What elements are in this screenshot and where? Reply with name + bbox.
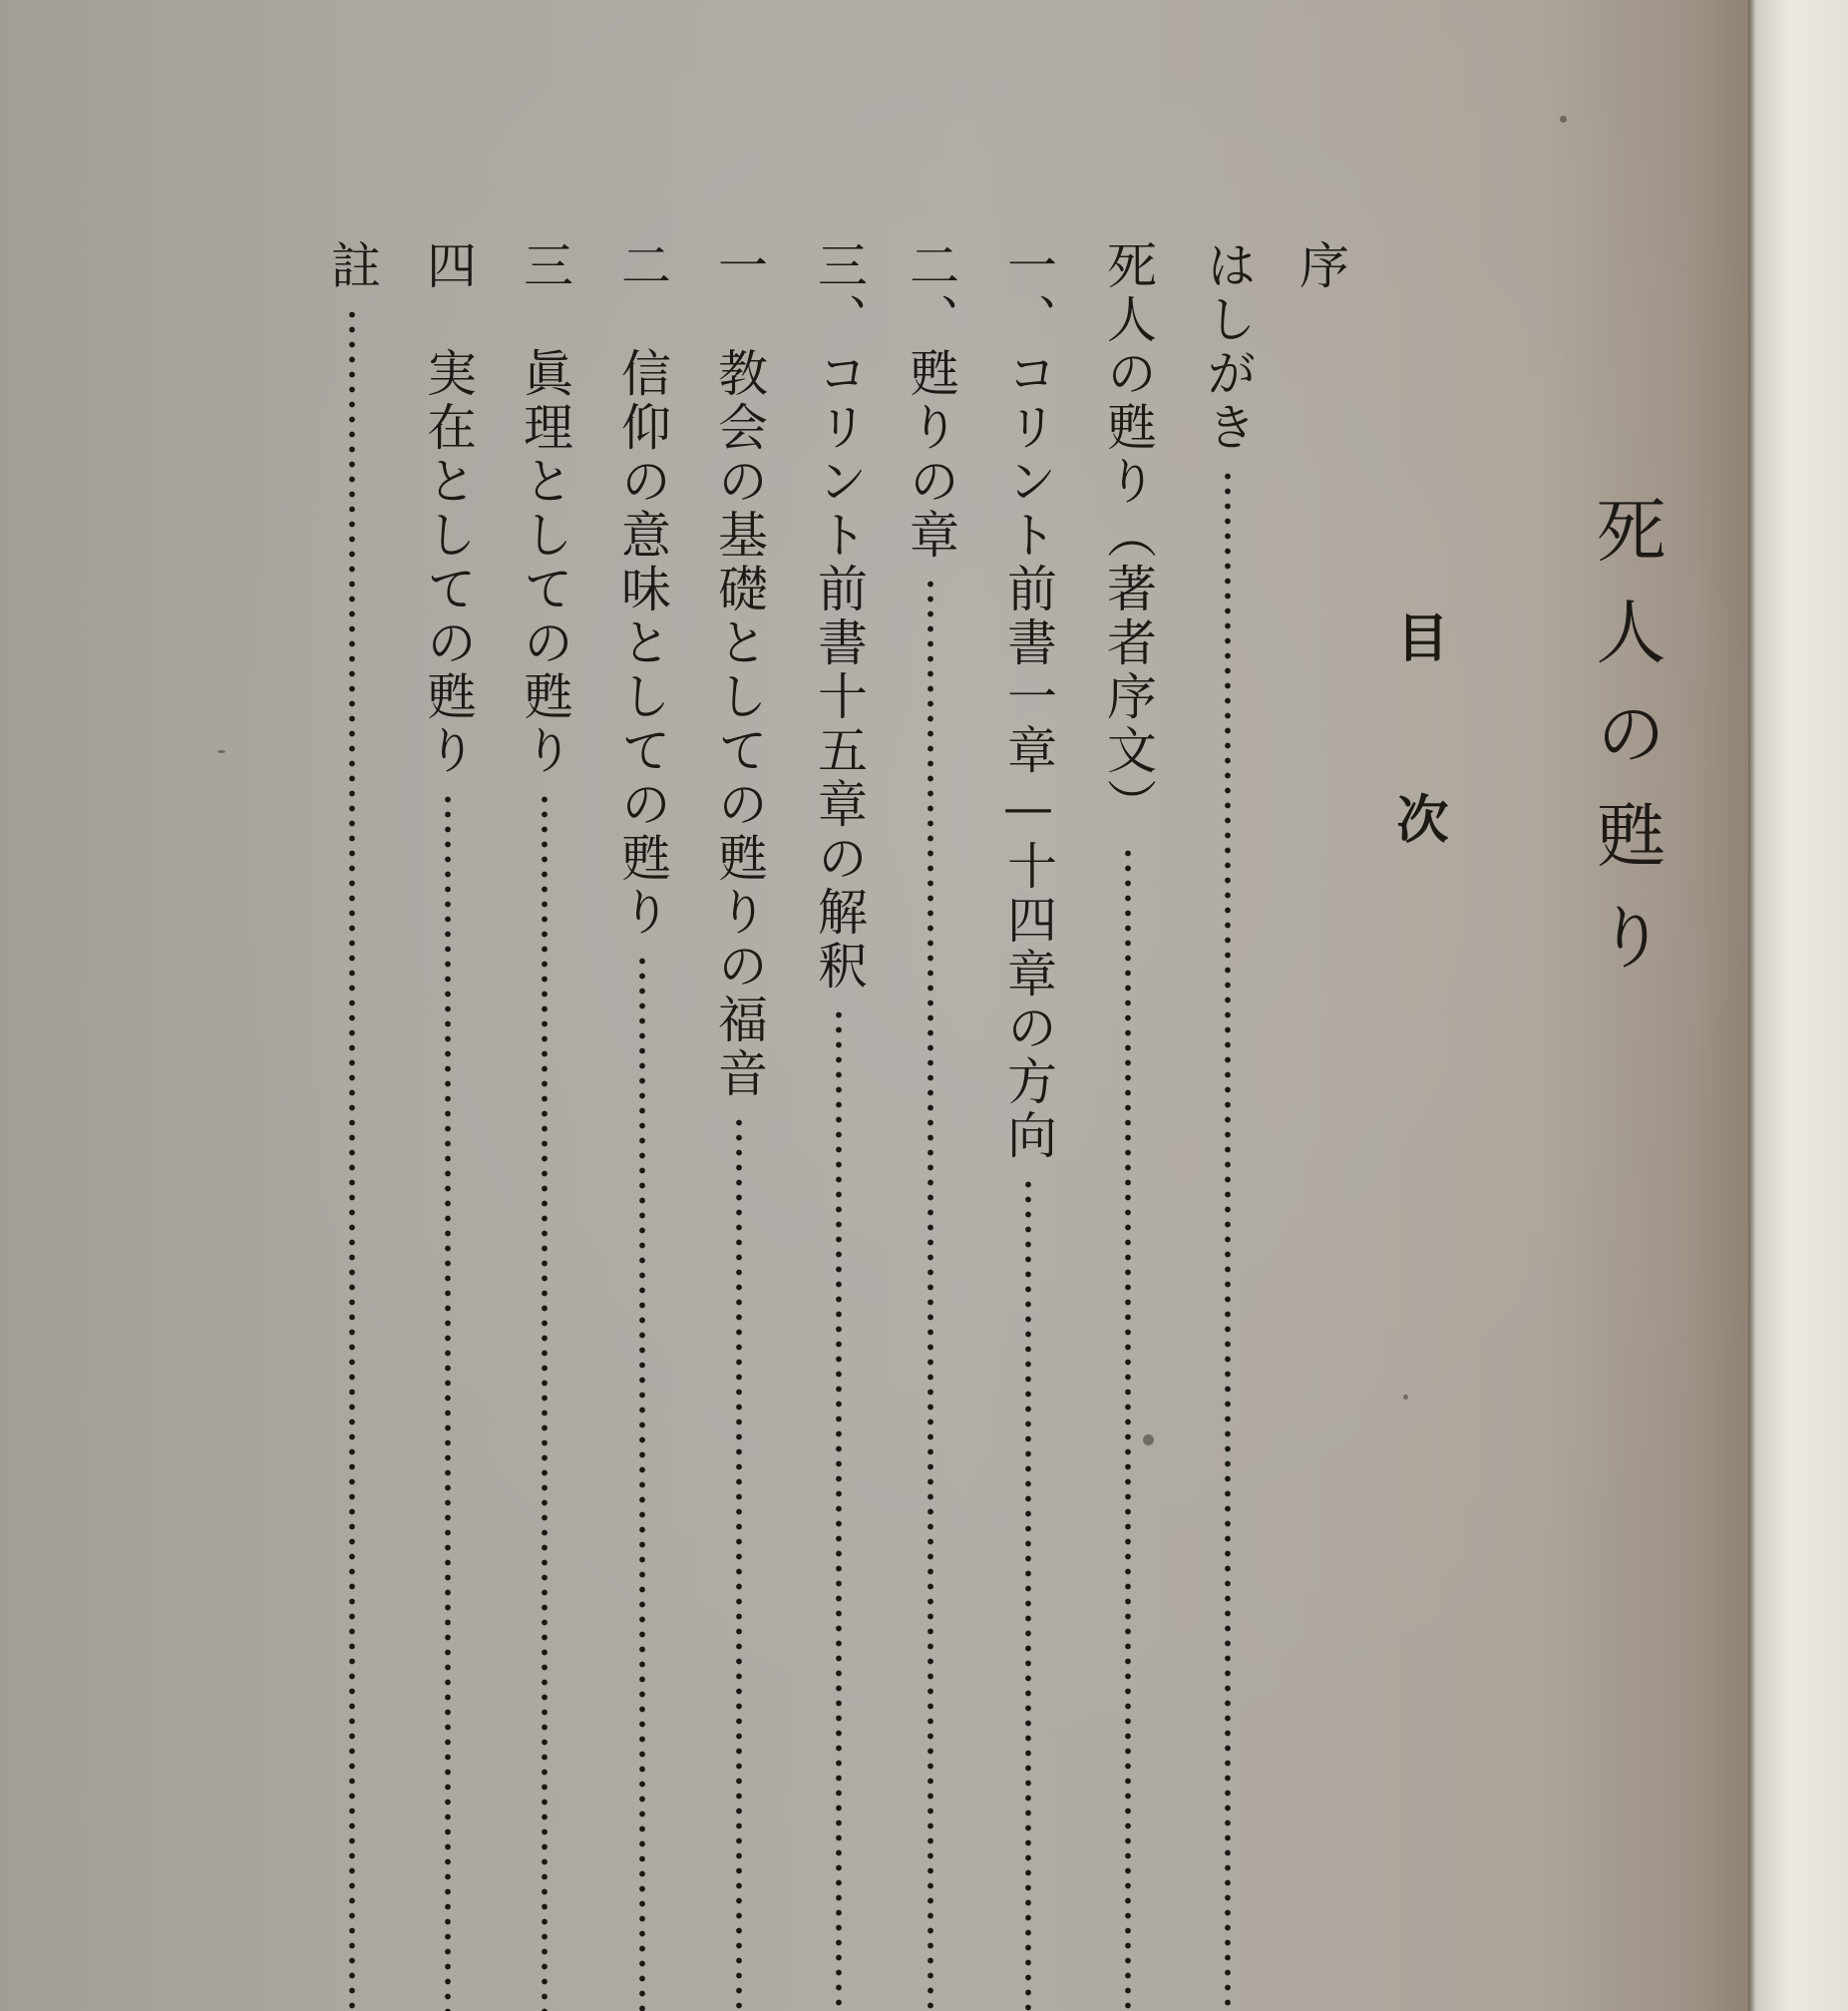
dot-leader [639,954,645,2011]
toc-entry-label: 一 教会の基礎としての甦りの福音 [710,239,768,1101]
book-title-block [1585,494,1666,1003]
toc-entry-label: 二 信仰の意味としての甦り [613,239,671,940]
dot-leader [836,1007,842,2011]
dot-leader [445,792,451,2011]
toc-entry-label: 二、甦りの章 [902,239,959,563]
paper-speck [1560,116,1567,123]
dot-leader [349,307,355,2011]
toc-entry-section-1 [708,239,770,2011]
toc-entry-chapter-3 [808,239,870,2011]
toc-entry-label: 序 [1292,239,1349,293]
toc-entry-chapter-1 [997,239,1059,2011]
dot-leader [1025,1177,1031,2011]
toc-entry-label: 四 実在としての甦り [419,239,477,778]
toc-entry-notes [321,239,383,2011]
toc-entry-chapter-2 [900,239,961,2011]
toc-entry-label: 死人の甦り（著者序文） [1099,239,1157,832]
dot-leader [927,577,933,2011]
toc-entry-label: はしがき [1199,239,1257,455]
next-page-edge [1748,0,1848,2011]
toc-entry-label: 三 眞理としての甦り [516,239,573,778]
toc-entry-label: 三、コリント前書十五章の解釈 [810,239,868,994]
toc-entry-section-4 [417,239,479,2011]
toc-entry-author-preface [1097,239,1159,2011]
paper-speck [217,750,225,753]
toc-entry-preface [1290,239,1351,2011]
dot-leader [1125,846,1131,2011]
toc-list [299,239,1416,2011]
toc-heading: 目次 [1387,610,1448,974]
toc-entry-hashigaki [1197,239,1259,2011]
paper-speck [1143,1434,1154,1445]
toc-entry-label: 一、コリント前書一章—十四章の方向 [999,239,1057,1163]
book-title: 死人の甦り [1585,494,1666,1003]
dot-leader [542,792,548,2011]
paper-speck [1403,1395,1408,1400]
toc-entry-section-2 [611,239,673,2011]
dot-leader [1225,469,1231,2011]
toc-entry-label: 註 [323,239,381,293]
dot-leader [736,1115,742,2011]
toc-entry-section-3 [514,239,575,2011]
